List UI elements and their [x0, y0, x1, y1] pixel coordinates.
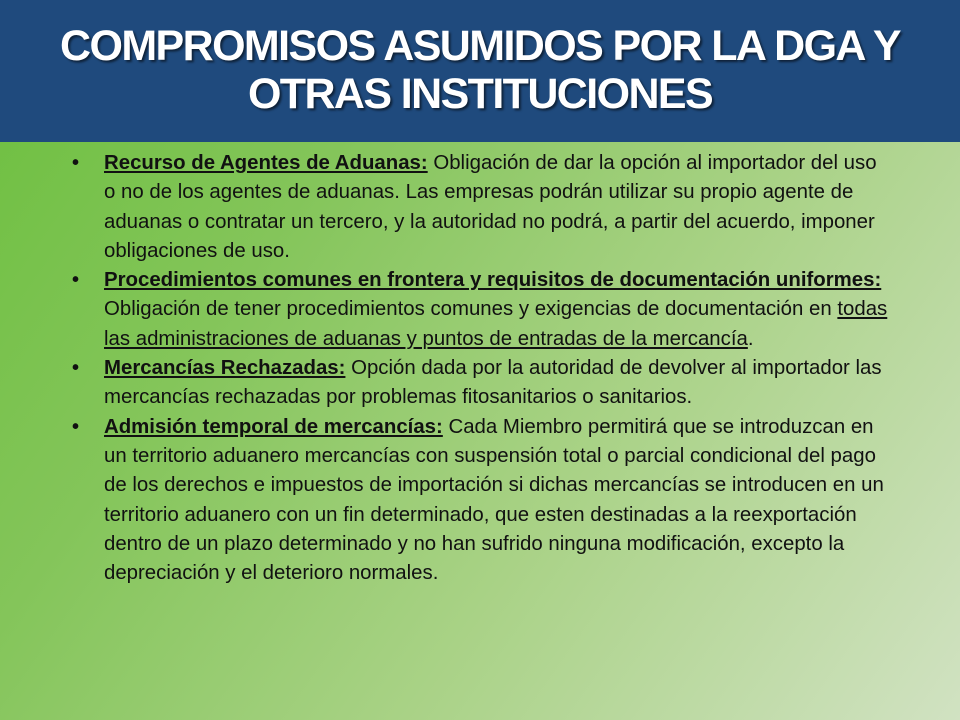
- title-bar: [0, 0, 960, 142]
- bullet-icon: •: [72, 415, 80, 438]
- item-underlined-text: todas las administraciones de aduanas y puntos de entradas de la mercancía: [104, 298, 888, 350]
- item-heading: Mercancías Rechazadas:: [104, 357, 346, 380]
- item-text-tail: .: [747, 327, 754, 350]
- item-text: Obligación de tener procedimientos comunes y exigencias de documentación en: [104, 298, 838, 321]
- bullet-icon: •: [72, 269, 80, 292]
- item-heading: Recurso de Agentes de Aduanas:: [104, 152, 428, 174]
- bullet-icon: •: [72, 357, 80, 380]
- bullet-list: [70, 149, 890, 588]
- list-item-admision-temporal: [70, 413, 890, 589]
- list-item-procedimientos-frontera: [70, 266, 890, 354]
- slide-title-line-2: OTRAS INSTITUCIONES: [247, 70, 713, 118]
- item-heading: Procedimientos comunes en frontera y requisitos de documentación uniformes:: [104, 269, 882, 292]
- bullet-icon: •: [72, 152, 80, 174]
- item-text: Cada Miembro permitirá que se introduzcan en un territorio aduanero mercancías con suspensión total o parcial condicional del pago de los derechos e impuestos de importación si dichas mercancías se introducen en un territorio aduanero con un fin determinado, que esten destinadas a la reexportación dentro de un plazo determinado y no han sufrido ninguna modificación, excepto la depreciación y el deterioro normales.: [104, 415, 884, 585]
- item-heading: Admisión temporal de mercancías:: [104, 415, 443, 438]
- list-item-mercancias-rechazadas: [70, 354, 890, 413]
- item-text: Opción dada por la autoridad de devolver al importador las mercancías rechazadas por problemas fitosanitarios o sanitarios.: [104, 357, 882, 409]
- item-text: Obligación de dar la opción al importador del uso o no de los agentes de aduanas. Las empresas podrán utilizar su propio agente de aduanas o contratar un tercero, y la autoridad no podrá, a partir del acuerdo, imponer obligaciones de uso.: [104, 152, 877, 262]
- slide-title-line-1: COMPROMISOS ASUMIDOS POR LA DGA Y: [60, 22, 900, 70]
- list-item-agentes-aduanas: [70, 149, 890, 266]
